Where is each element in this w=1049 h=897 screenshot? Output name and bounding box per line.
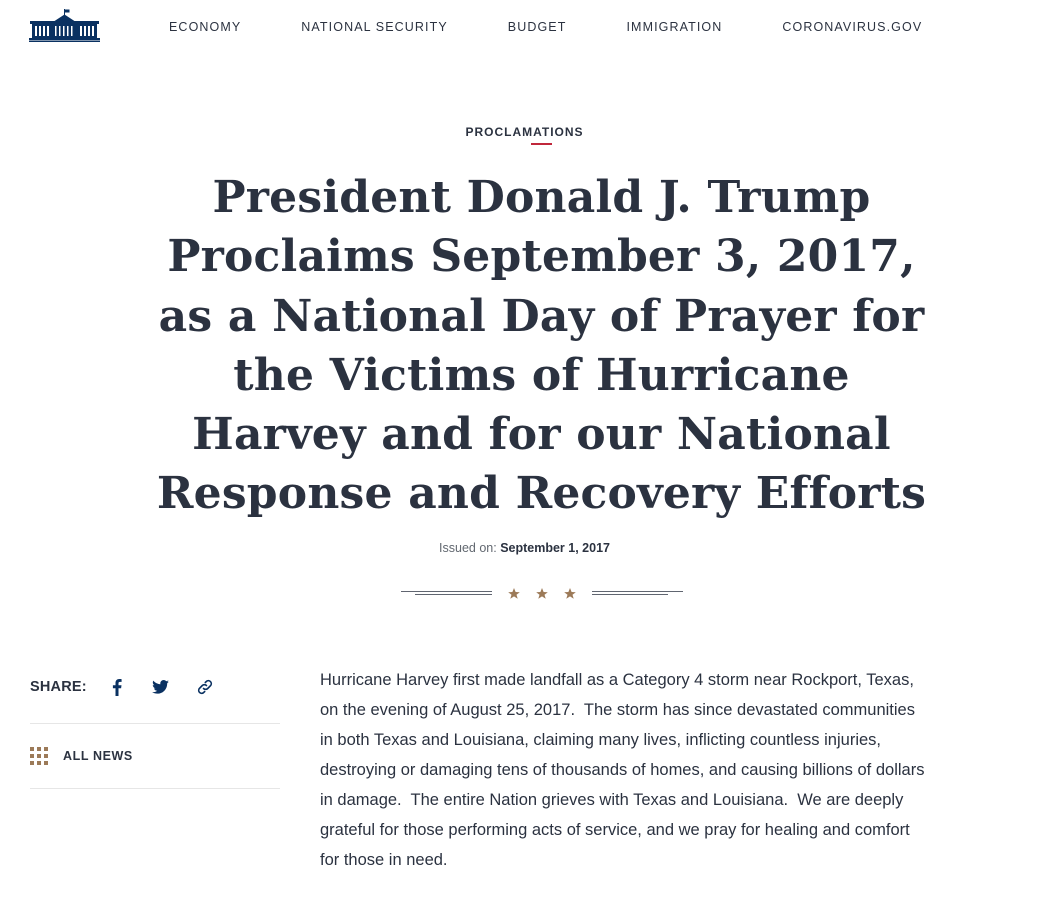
page-title: President Donald J. Trump Proclaims September 3, 2017, as a National Day of Prayer for the Victims of Hurricane Harvey and for our National Response and Recovery Efforts [156,172,927,520]
link-icon[interactable] [193,675,217,699]
article-category [0,123,1049,141]
twitter-icon[interactable] [149,675,173,699]
white-house-logo-icon[interactable] [29,9,100,42]
category-link[interactable]: PROCLAMATIONS [465,125,584,139]
facebook-icon[interactable] [105,675,129,699]
nav-immigration[interactable]: IMMIGRATION [626,20,723,34]
main-nav [169,19,922,35]
sidebar-divider [30,788,280,789]
all-news-link[interactable] [30,724,280,788]
nav-national-security[interactable]: NATIONAL SECURITY [301,20,448,34]
issued-date-value: September 1, 2017 [500,541,610,555]
nav-coronavirus-gov[interactable]: CORONAVIRUS.GOV [782,20,923,34]
category-underline [531,143,552,145]
article-body: Hurricane Harvey first made landfall as a Category 4 storm near Rockport, Texas, on the evening of August 25, 2017. The storm has since devastated communities in both Texas and Louisiana, claiming many lives, inflicting countless injuries, destroying or damaging tens of thousands of homes, and causing billions of dollars in damage. The entire Nation grieves with Texas and Louisiana. We are deeply grateful for those performing acts of service, and we pray for healing and comfort for those in need. [320,671,930,869]
article-sidebar [30,668,280,789]
share-row [30,668,280,706]
all-news-label: ALL NEWS [63,749,133,763]
nav-budget[interactable]: BUDGET [507,20,567,34]
grid-icon [30,747,48,765]
issued-date [0,541,1049,555]
star-divider-icon [401,582,683,604]
nav-economy[interactable]: ECONOMY [169,20,242,34]
top-navigation [0,0,1049,56]
share-label: SHARE: [30,679,87,695]
issued-label: Issued on: [439,541,497,555]
